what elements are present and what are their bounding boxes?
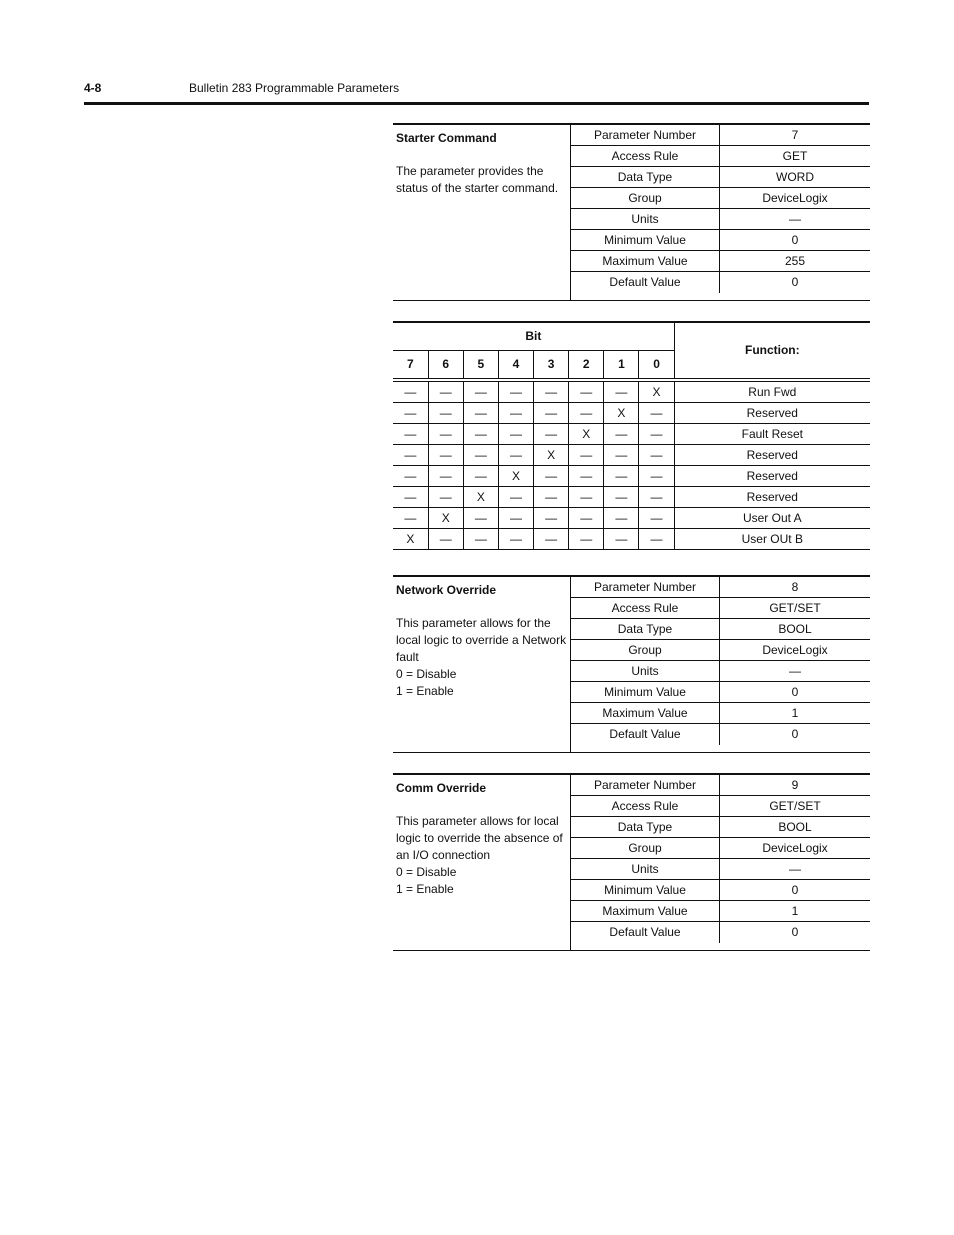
prop-value: 0 [791,275,799,289]
bit-cell: — [393,423,428,444]
description-line: The parameter provides the [396,164,544,178]
bit-cell: X [569,423,604,444]
prop-value: 0 [791,685,799,699]
prop-value: 9 [791,778,799,792]
table-row [393,507,870,528]
prop-value: DeviceLogix [762,841,828,855]
bit-cell: — [534,528,569,549]
prop-value: 0 [791,925,799,939]
bit-cell: — [534,402,569,423]
bit-header: Bit [393,322,674,350]
prop-key: Group [571,640,720,660]
bit-cell: — [428,528,463,549]
prop-key: Access Rule [571,146,720,166]
prop-value: 0 [791,727,799,741]
function-cell: Reserved [674,465,870,486]
prop-key: Maximum Value [571,703,720,723]
prop-key: Data Type [571,619,720,639]
bit-cell: — [393,507,428,528]
bit-cell: — [463,381,498,402]
description-line: 0 = Disable [396,865,457,879]
prop-key: Access Rule [571,796,720,816]
prop-row [571,209,870,230]
function-header: Function: [674,322,870,378]
bit-cell: — [428,381,463,402]
prop-row [571,796,870,817]
bit-cell: — [569,486,604,507]
prop-value: GET/SET [769,799,821,813]
prop-value: — [789,664,801,678]
table-row [393,528,870,549]
bit-number: 2 [569,350,604,378]
bit-cell: — [428,423,463,444]
table-row [393,486,870,507]
prop-row [571,724,870,745]
prop-value: 8 [791,580,799,594]
description-line: an I/O connection [396,848,491,862]
bit-cell: — [569,444,604,465]
prop-value: 0 [791,883,799,897]
bit-number: 1 [604,350,639,378]
bit-cell: — [393,444,428,465]
param-description [396,813,568,898]
bit-cell: — [463,507,498,528]
bit-cell: — [639,528,674,549]
prop-key: Minimum Value [571,682,720,702]
bit-cell: — [463,402,498,423]
table-row [393,444,870,465]
function-cell: Reserved [674,402,870,423]
prop-key: Data Type [571,817,720,837]
param-name: Starter Command [396,131,497,145]
bit-cell: X [534,444,569,465]
bit-cell: — [393,486,428,507]
prop-value: 7 [791,128,799,142]
bit-cell: — [569,465,604,486]
bit-cell: X [639,381,674,402]
prop-key: Parameter Number [571,125,720,145]
prop-value: 1 [791,904,799,918]
prop-value: — [789,862,801,876]
bit-cell: — [569,402,604,423]
bit-cell: — [498,507,533,528]
prop-row [571,838,870,859]
bit-cell: — [463,465,498,486]
prop-key: Default Value [571,724,720,745]
bit-cell: — [393,465,428,486]
bit-cell: — [463,423,498,444]
header-rule [84,102,869,105]
prop-key: Access Rule [571,598,720,618]
bit-cell: — [604,507,639,528]
running-title: Bulletin 283 Programmable Parameters [189,81,400,95]
prop-row [571,619,870,640]
prop-value: GET/SET [769,601,821,615]
bit-cell: — [498,402,533,423]
param-comm-override [393,773,870,951]
prop-row [571,577,870,598]
prop-key: Minimum Value [571,880,720,900]
bit-number: 6 [428,350,463,378]
bit-cell: — [639,444,674,465]
bit-cell: — [569,507,604,528]
table-row [393,465,870,486]
page-number: 4-8 [84,81,102,95]
bit-cell: — [428,465,463,486]
bit-cell: — [639,507,674,528]
bit-cell: — [498,423,533,444]
bit-cell: — [498,381,533,402]
bit-cell: — [428,402,463,423]
bit-cell: — [639,402,674,423]
bit-cell: — [534,486,569,507]
bit-number: 7 [393,350,428,378]
param-properties [571,775,870,943]
prop-row [571,272,870,293]
prop-row [571,661,870,682]
prop-row [571,817,870,838]
prop-row [571,125,870,146]
bit-cell: — [534,465,569,486]
function-cell: User OUt B [674,528,870,549]
bit-cell: X [463,486,498,507]
bit-cell: X [498,465,533,486]
bit-cell: — [463,528,498,549]
bit-cell: X [428,507,463,528]
bit-cell: — [534,423,569,444]
prop-key: Maximum Value [571,251,720,271]
bit-function-table [393,321,870,550]
prop-value: 1 [791,706,799,720]
prop-key: Units [571,209,720,229]
bit-number: 0 [639,350,674,378]
prop-value: 255 [784,254,806,268]
function-cell: User Out A [674,507,870,528]
param-properties [571,125,870,293]
prop-row [571,230,870,251]
param-name: Network Override [396,583,497,597]
description-line: 1 = Enable [396,684,454,698]
prop-row [571,901,870,922]
prop-key: Default Value [571,272,720,293]
prop-row [571,598,870,619]
param-starter-command [393,123,870,301]
prop-row [571,859,870,880]
bit-number: 3 [534,350,569,378]
table-row [393,381,870,402]
prop-row [571,703,870,724]
description-line: logic to override the absence of [396,831,563,845]
prop-row [571,775,870,796]
param-properties [571,577,870,745]
bit-cell: X [604,402,639,423]
bit-cell: — [498,486,533,507]
table-header-row [393,322,870,350]
bit-cell: — [534,507,569,528]
prop-row [571,188,870,209]
prop-key: Minimum Value [571,230,720,250]
function-cell: Reserved [674,486,870,507]
prop-row [571,880,870,901]
description-line: This parameter allows for local [396,814,559,828]
bit-cell: — [604,465,639,486]
prop-key: Units [571,859,720,879]
bit-number: 5 [463,350,498,378]
bit-cell: — [604,381,639,402]
description-line: This parameter allows for the [396,616,551,630]
prop-row [571,682,870,703]
table-row [393,423,870,444]
param-description [396,163,568,197]
prop-key: Units [571,661,720,681]
page-header [84,79,869,105]
bit-cell: — [604,528,639,549]
bit-cell: — [639,486,674,507]
bit-cell: X [393,528,428,549]
bit-cell: — [604,444,639,465]
prop-value: WORD [776,170,814,184]
prop-row [571,640,870,661]
bit-number: 4 [498,350,533,378]
prop-value: DeviceLogix [762,191,828,205]
bit-cell: — [534,381,569,402]
prop-key: Parameter Number [571,775,720,795]
param-description-cell [393,125,571,300]
bit-cell: — [428,444,463,465]
bit-cell: — [393,402,428,423]
prop-row [571,146,870,167]
bit-cell: — [569,381,604,402]
bit-cell: — [604,486,639,507]
table-row [393,402,870,423]
prop-row [571,922,870,943]
prop-value: GET [782,149,808,163]
description-line: status of the starter command. [396,181,559,195]
description-line: 0 = Disable [396,667,457,681]
prop-row [571,251,870,272]
bit-cell: — [393,381,428,402]
bit-cell: — [604,423,639,444]
prop-value: 0 [791,233,799,247]
param-description-cell [393,775,571,950]
description-line: local logic to override a Network [396,633,567,647]
param-name: Comm Override [396,781,487,795]
prop-key: Data Type [571,167,720,187]
function-cell: Fault Reset [674,423,870,444]
prop-value: DeviceLogix [762,643,828,657]
bit-cell: — [639,465,674,486]
prop-key: Group [571,838,720,858]
bit-cell: — [428,486,463,507]
description-line: fault [396,650,419,664]
prop-key: Group [571,188,720,208]
function-cell: Run Fwd [674,381,870,402]
param-network-override [393,575,870,753]
param-description [396,615,568,700]
param-description-cell [393,577,571,752]
prop-value: — [789,212,801,226]
bit-cell: — [498,444,533,465]
prop-value: BOOL [778,622,812,636]
bit-cell: — [463,444,498,465]
prop-row [571,167,870,188]
bit-cell: — [569,528,604,549]
bit-cell: — [639,423,674,444]
function-cell: Reserved [674,444,870,465]
description-line: 1 = Enable [396,882,454,896]
prop-value: BOOL [778,820,812,834]
prop-key: Parameter Number [571,577,720,597]
bit-cell: — [498,528,533,549]
prop-key: Maximum Value [571,901,720,921]
prop-key: Default Value [571,922,720,943]
